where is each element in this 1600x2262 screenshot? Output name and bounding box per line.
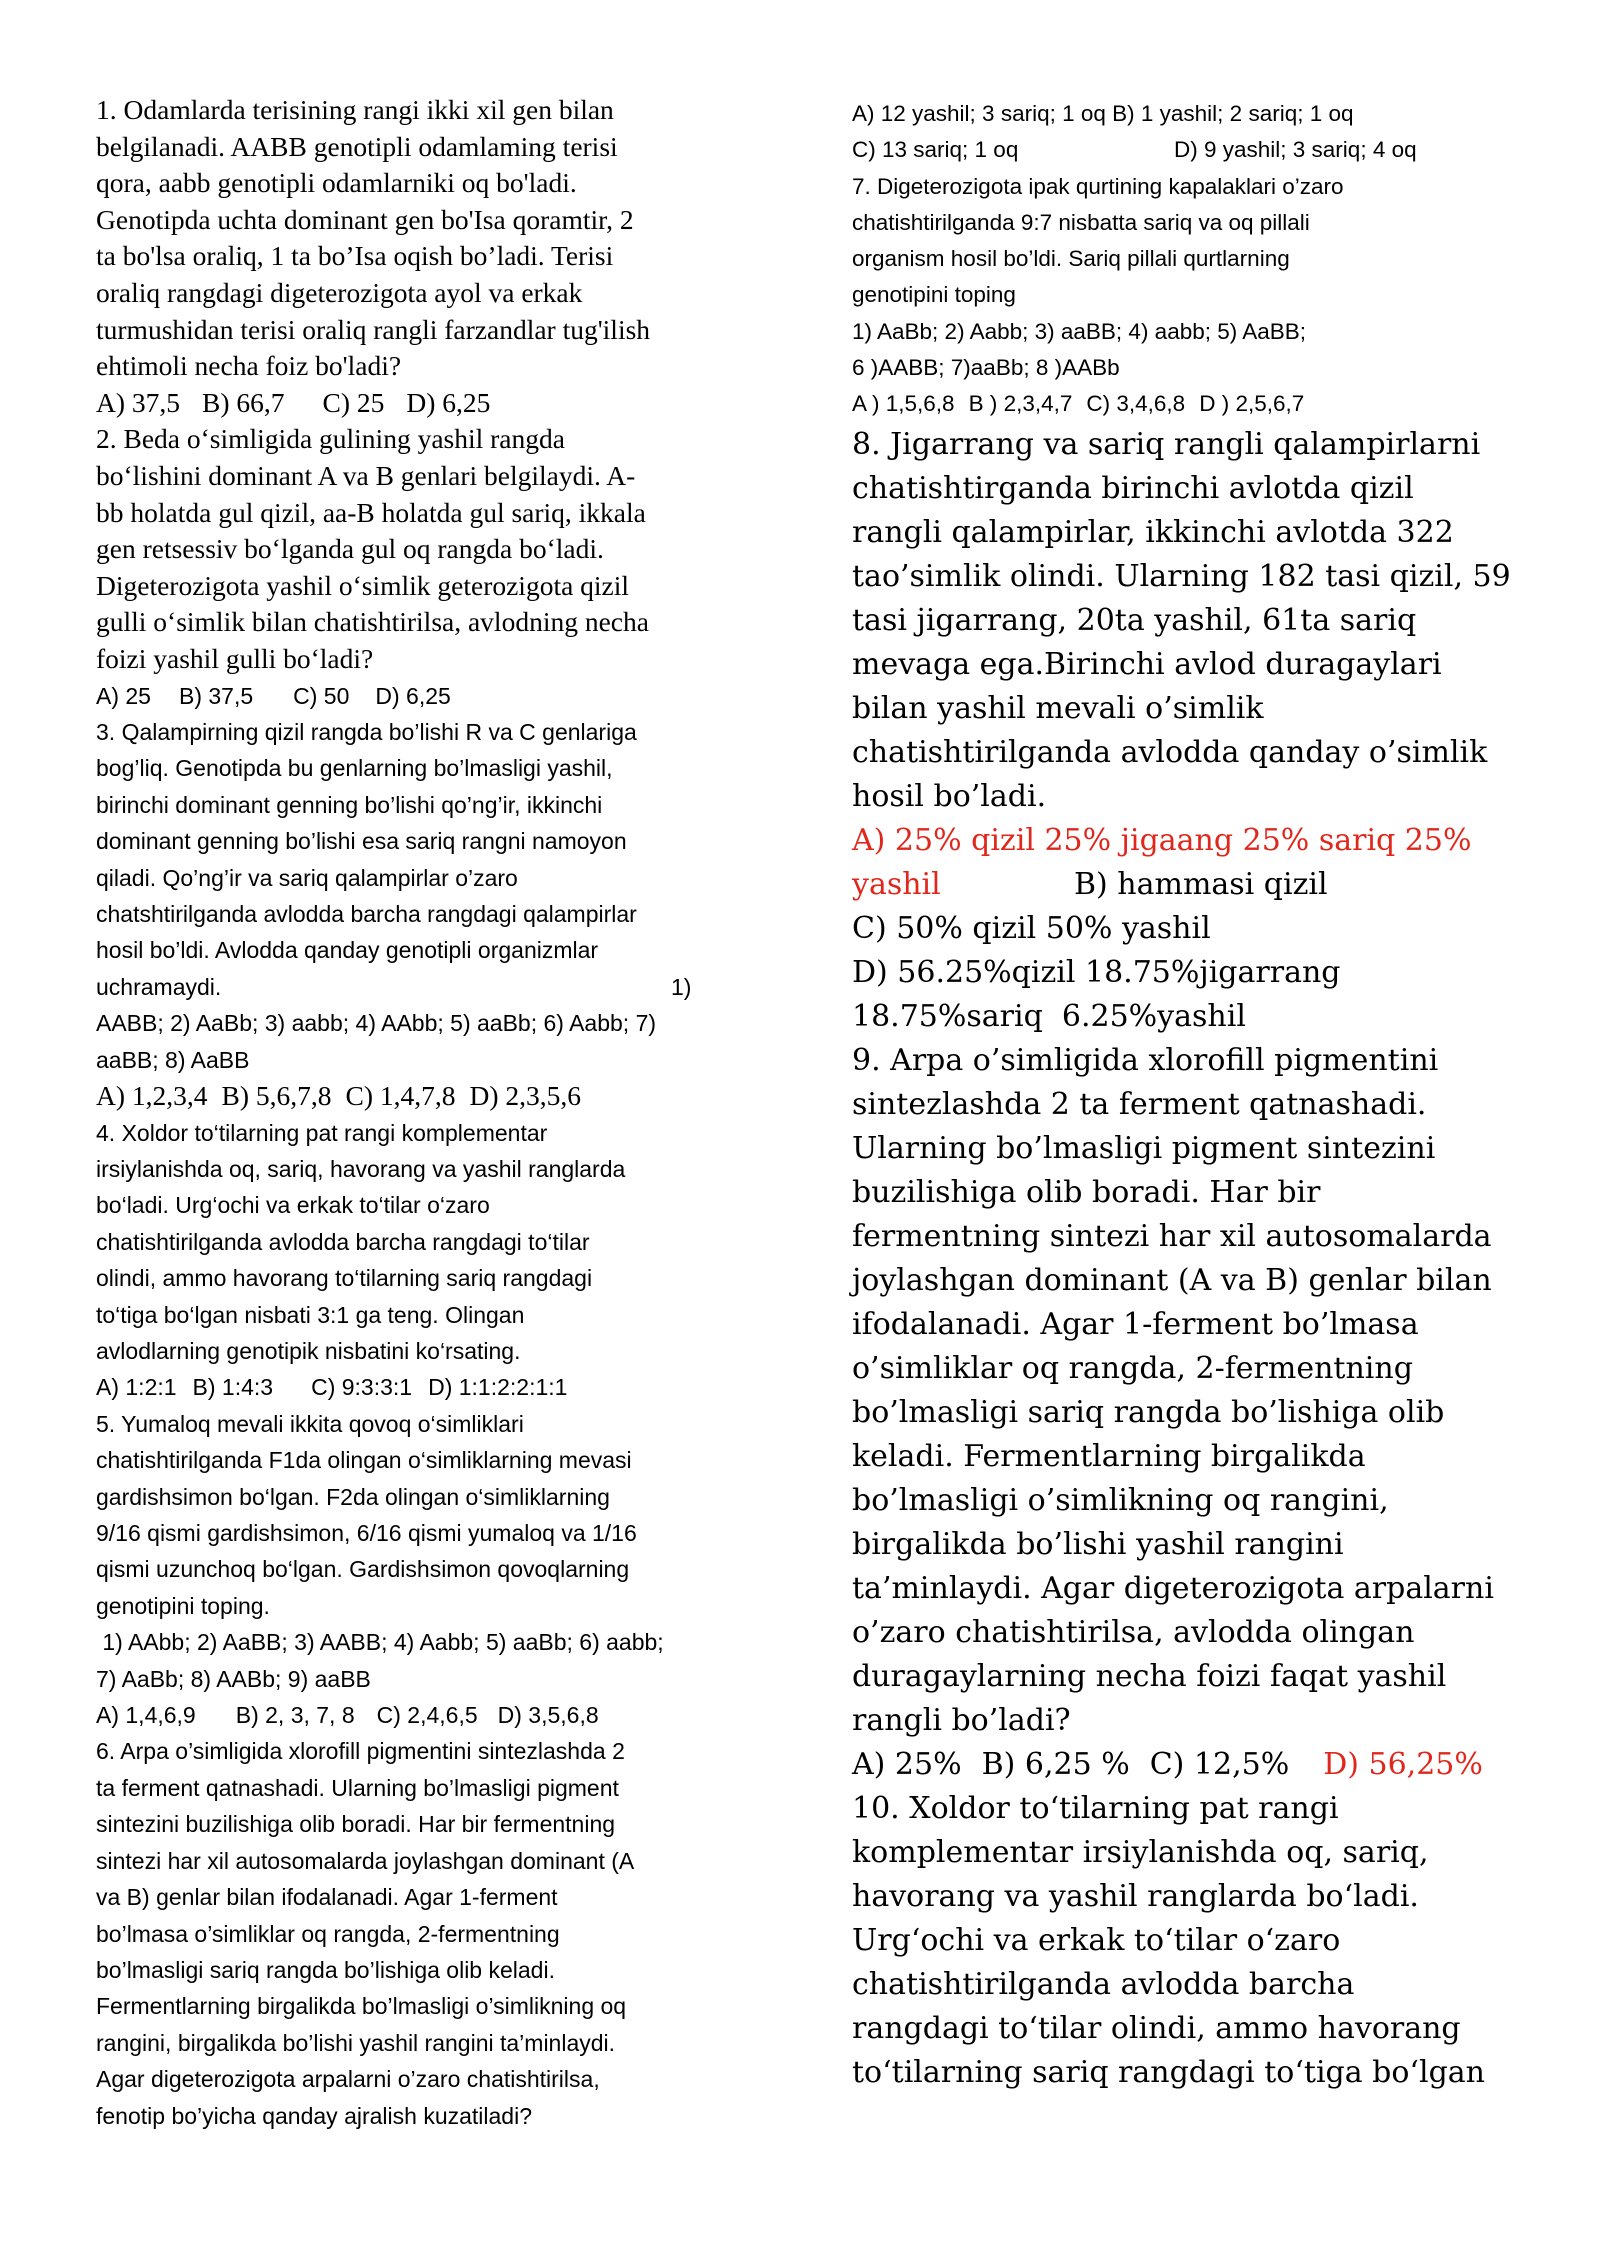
q4-answer-c: C) 9:3:3:1	[311, 1374, 413, 1401]
question-9	[852, 1039, 1520, 1787]
q3-line: bog’liq. Genotipda bu genlarning bo’lmasligi yashil,	[96, 755, 613, 782]
q2-line: foizi yashil gulli bo‘ladi?	[96, 642, 374, 674]
q9-answer-c: C) 12,5%	[1149, 1746, 1290, 1782]
q3-line: qiladi. Qo’ng’ir va sariq qalampirlar o’zaro	[96, 864, 518, 891]
question-5	[96, 1406, 768, 1734]
q2-answer-a: A) 25	[96, 682, 151, 709]
q5-answer-d: D) 3,5,6,8	[497, 1702, 599, 1729]
q3-line: hosil bo’ldi. Avlodda qanday genotipli organizmlar	[96, 937, 599, 964]
q7-line: 1) AaBb; 2) Aabb; 3) aaBB; 4) aabb; 5) AaBB;	[852, 318, 1307, 344]
question-7	[852, 169, 1520, 423]
q2-answer-b: B) 37,5	[178, 682, 254, 709]
q8-line: tasi jigarrang, 20ta yashil, 61ta sariq	[852, 602, 1417, 638]
q4-line: chatishtirilganda avlodda barcha rangdagi to‘tilar	[96, 1228, 590, 1255]
q2-line: bo‘lishini dominant A va B genlari belgilaydi. A-	[96, 459, 636, 491]
question-8	[852, 423, 1520, 1039]
q3-answer-b: B) 5,6,7,8	[221, 1079, 332, 1111]
q3-options-line: aaBB; 8) AaBB	[96, 1046, 250, 1073]
right-column	[852, 96, 1520, 2095]
q6-line: va B) genlar bilan ifodalanadi. Agar 1-ferment	[96, 1884, 558, 1911]
q5-line: qismi uzunchoq bo‘lgan. Gardishsimon qovoqlarning	[96, 1556, 630, 1583]
q3-answer-a: A) 1,2,3,4	[96, 1079, 208, 1111]
q9-line: joylashgan dominant (A va B) genlar bilan	[852, 1262, 1492, 1298]
q8-answer-b: B) hammasi qizil	[1074, 866, 1328, 902]
question-4	[96, 1115, 768, 1406]
q9-line: o’simliklar oq rangda, 2-fermentning	[852, 1350, 1413, 1386]
q7-line: 7. Digeterozigota ipak qurtining kapalaklari o’zaro	[852, 173, 1344, 199]
q8-line: chatishtirganda birinchi avlotda qizil	[852, 470, 1414, 506]
q1-line: ta bo'lsa oraliq, 1 ta bo’Isa oqish bo’ladi. Terisi	[96, 240, 614, 272]
q8-answer-a-line2: yashil	[852, 866, 941, 902]
q8-line: bilan yashil mevali o’simlik	[852, 690, 1264, 726]
q8-line: chatishtirilganda avlodda qanday o’simlik	[852, 734, 1488, 770]
q9-line: bo’lmasligi o’simlikning oq rangini,	[852, 1482, 1389, 1518]
q4-answer-b: B) 1:4:3	[192, 1374, 274, 1401]
question-2	[96, 421, 768, 714]
q6-line: bo’lmasligi sariq rangda bo’lishiga olib keladi.	[96, 1956, 555, 1983]
q6-line: bo’lmasa o’simliklar oq rangda, 2-fermentning	[96, 1920, 560, 1947]
q1-answer-d: D) 6,25	[406, 386, 491, 418]
q9-line: birgalikda bo’lishi yashil rangini	[852, 1526, 1344, 1562]
q1-answers	[96, 385, 768, 422]
q1-line: qora, aabb genotipli odamlarniki oq bo'ladi.	[96, 167, 577, 199]
q5-line: 9/16 qismi gardishsimon, 6/16 qismi yumaloq va 1/16	[96, 1520, 637, 1547]
q9-line: Ularning bo’lmasligi pigment sintezini	[852, 1130, 1436, 1166]
q5-line: chatishtirilganda F1da olingan o‘simliklarning mevasi	[96, 1447, 632, 1474]
q9-line: buzilishiga olib boradi. Har bir	[852, 1174, 1321, 1210]
q9-line: bo’lmasligi sariq rangda bo’lishiga olib	[852, 1394, 1445, 1430]
q2-answer-d: D) 6,25	[375, 682, 451, 709]
q5-answer-c: C) 2,4,6,5	[376, 1702, 478, 1729]
question-10	[852, 1787, 1520, 2095]
q6-line: sintezini buzilishiga olib boradi. Har bir fermentning	[96, 1811, 616, 1838]
q2-answer-c: C) 50	[293, 682, 350, 709]
q6-line: ta ferment qatnashadi. Ularning bo’lmasligi pigment	[96, 1774, 619, 1801]
q5-line: gardishsimon bo‘lgan. F2da olingan o‘simliklarning	[96, 1483, 610, 1510]
q4-line: olindi, ammo havorang to‘tilarning sariq rangdagi	[96, 1265, 593, 1292]
question-6	[96, 1733, 768, 2133]
q8-answer-d-line2: 18.75%sariq 6.25%yashil	[852, 998, 1246, 1034]
q8-answer-row	[852, 863, 1520, 907]
question-1	[96, 92, 768, 421]
q8-line: mevaga ega.Birinchi avlod duragaylari	[852, 646, 1442, 682]
q9-answers	[852, 1743, 1520, 1787]
q5-line: genotipini toping.	[96, 1592, 270, 1619]
q9-line: 9. Arpa o’simligida xlorofill pigmentini	[852, 1042, 1439, 1078]
q6-line: Agar digeterozigota arpalarni o’zaro chatishtirilsa,	[96, 2066, 600, 2093]
q9-line: rangli bo’ladi?	[852, 1702, 1071, 1738]
q7-line: 6 )AABB; 7)aaBb; 8 )AABb	[852, 355, 1120, 381]
q9-answer-b: B) 6,25 %	[981, 1746, 1130, 1782]
q8-answer-c: C) 50% qizil 50% yashil	[852, 910, 1211, 946]
left-column	[96, 92, 768, 2134]
q2-line: gulli o‘simlik bilan chatishtirilsa, avlodning necha	[96, 606, 649, 638]
q8-line: hosil bo’ladi.	[852, 778, 1047, 814]
q7-answers	[852, 386, 1520, 422]
q1-line: belgilanadi. AABB genotipli odamlaming terisi	[96, 130, 618, 162]
question-3	[96, 714, 768, 1115]
q10-line: to‘tilarning sariq rangdagi to‘tiga bo‘lgan	[852, 2054, 1485, 2090]
q1-line: turmushidan terisi oraliq rangli farzandlar tug'ilish	[96, 313, 651, 345]
q1-answer-b: B) 66,7	[202, 386, 285, 418]
q7-line: organism hosil bo’ldi. Sariq pillali qurtlarning	[852, 246, 1290, 272]
q10-line: Urg‘ochi va erkak to‘tilar o‘zaro	[852, 1922, 1341, 1958]
q2-line: gen retsessiv bo‘lganda gul oq rangda bo‘ladi.	[96, 533, 604, 565]
q1-answer-a: A) 37,5	[96, 386, 181, 418]
q1-line: ehtimoli necha foiz bo'ladi?	[96, 350, 402, 382]
q3-line: dominant genning bo’lishi esa sariq rangni namoyon	[96, 828, 627, 855]
q5-answer-b: B) 2, 3, 7, 8	[235, 1702, 355, 1729]
q8-line: rangli qalampirlar, ikkinchi avlotda 322	[852, 514, 1454, 550]
q7-answer-c: C) 3,4,6,8	[1086, 391, 1186, 417]
q9-line: o’zaro chatishtirilsa, avlodda olingan	[852, 1614, 1415, 1650]
q7-answer-b: B ) 2,3,4,7	[968, 391, 1073, 417]
q5-line: 7) AaBb; 8) AABb; 9) aaBB	[96, 1665, 371, 1692]
q1-line: Genotipda uchta dominant gen bo'Isa qoramtir, 2	[96, 203, 634, 235]
q4-line: irsiylanishda oq, sariq, havorang va yashil ranglarda	[96, 1155, 626, 1182]
q3-answer-c: C) 1,4,7,8	[345, 1079, 456, 1111]
q6-answer-d: D) 9 yashil; 3 sariq; 4 oq	[1174, 137, 1417, 163]
q2-line: bb holatda gul qizil, aa-B holatda gul sariq, ikkala	[96, 496, 646, 528]
q6-line: fenotip bo’yicha qanday ajralish kuzatiladi?	[96, 2102, 533, 2129]
q4-answers	[96, 1369, 768, 1405]
q5-line: 1) AAbb; 2) AaBB; 3) AABB; 4) Aabb; 5) aaBb; 6) aabb;	[96, 1629, 664, 1656]
q9-line: sintezlashda 2 ta ferment qatnashadi.	[852, 1086, 1427, 1122]
q3-answer-d: D) 2,3,5,6	[469, 1079, 582, 1111]
q4-line: bo‘ladi. Urg‘ochi va erkak to‘tilar o‘zaro	[96, 1192, 490, 1219]
q3-option-number: 1)	[671, 973, 692, 1000]
question-6-answers	[852, 96, 1520, 169]
q3-line: chatshtirilganda avlodda barcha rangdagi qalampirlar	[96, 900, 637, 927]
q7-answer-d: D ) 2,5,6,7	[1199, 391, 1305, 417]
q9-line: fermentning sintezi har xil autosomalarda	[852, 1218, 1492, 1254]
q8-answer-a-line1: A) 25% qizil 25% jigaang 25% sariq 25%	[852, 822, 1472, 858]
q4-line: avlodlarning genotipik nisbatini ko‘rsating.	[96, 1338, 521, 1364]
q6-line: rangini, birgalikda bo’lishi yashil rangini ta’minlaydi.	[96, 2029, 616, 2056]
q3-last-line-text: uchramaydi.	[96, 973, 222, 1000]
q8-answer-d-line1: D) 56.25%qizil 18.75%jigarrang	[852, 954, 1341, 990]
q6-line: Fermentlarning birgalikda bo’lmasligi o’simlikning oq	[96, 1993, 627, 2020]
q2-answers	[96, 678, 768, 714]
q4-answer-a: A) 1:2:1	[96, 1374, 177, 1401]
q1-line: 1. Odamlarda terisining rangi ikki xil gen bilan	[96, 94, 614, 125]
q3-last-line	[96, 969, 768, 1005]
q3-line: birinchi dominant genning bo’lishi qo’ng’ir, ikkinchi	[96, 791, 603, 818]
q9-answer-a: A) 25%	[852, 1746, 962, 1782]
q2-line: Digeterozigota yashil o‘simlik geterozigota qizil	[96, 569, 630, 601]
q9-line: duragaylarning necha foizi faqat yashil	[852, 1658, 1447, 1694]
q7-line: genotipini toping	[852, 282, 1016, 308]
q6-answers-row1: A) 12 yashil; 3 sariq; 1 oq B) 1 yashil; 2 sariq; 1 oq	[852, 101, 1354, 126]
q9-answer-d: D) 56,25%	[1323, 1746, 1483, 1782]
q9-line: ta’minlaydi. Agar digeterozigota arpalarni	[852, 1570, 1494, 1606]
q5-answers	[96, 1697, 768, 1733]
q10-line: havorang va yashil ranglarda bo‘ladi.	[852, 1878, 1419, 1914]
q5-answer-a: A) 1,4,6,9	[96, 1702, 196, 1729]
q3-options-line: AABB; 2) AaBb; 3) aabb; 4) AAbb; 5) aaBb; 6) Aabb; 7)	[96, 1010, 657, 1037]
q10-line: komplementar irsiylanishda oq, sariq,	[852, 1834, 1429, 1870]
q8-line: 8. Jigarrang va sariq rangli qalampirlarni	[852, 426, 1481, 462]
q10-line: rangdagi to‘tilar olindi, ammo havorang	[852, 2010, 1461, 2046]
q10-line: chatishtirilganda avlodda barcha	[852, 1966, 1355, 2002]
q6-line: 6. Arpa o’simligida xlorofill pigmentini sintezlashda 2	[96, 1738, 625, 1765]
q7-line: chatishtirilganda 9:7 nisbatta sariq va oq pillali	[852, 209, 1310, 235]
q1-line: oraliq rangdagi digeterozigota ayol va erkak	[96, 276, 583, 308]
q10-line: 10. Xoldor to‘tilarning pat rangi	[852, 1790, 1339, 1826]
q9-line: ifodalanadi. Agar 1-ferment bo’lmasa	[852, 1306, 1419, 1342]
q6-answers-row2	[852, 132, 1520, 168]
q3-line: 3. Qalampirning qizil rangda bo’lishi R va C genlariga	[96, 718, 637, 745]
q3-answers	[96, 1078, 768, 1115]
q5-line: 5. Yumaloq mevali ikkita qovoq o‘simliklari	[96, 1410, 524, 1437]
q6-answer-c: C) 13 sariq; 1 oq	[852, 137, 1019, 163]
q6-line: sintezi har xil autosomalarda joylashgan dominant (A	[96, 1847, 635, 1874]
q4-line: 4. Xoldor to‘tilarning pat rangi komplementar	[96, 1119, 548, 1146]
q8-line: tao’simlik olindi. Ularning 182 tasi qizil, 59	[852, 558, 1511, 594]
q4-answer-d: D) 1:1:2:2:1:1	[428, 1374, 568, 1401]
q1-answer-c: C) 25	[322, 386, 385, 418]
q2-line: 2. Beda o‘simligida gulining yashil rangda	[96, 423, 565, 455]
q7-answer-a: A ) 1,5,6,8	[852, 391, 955, 417]
q9-line: keladi. Fermentlarning birgalikda	[852, 1438, 1366, 1474]
q4-line: to‘tiga bo‘lgan nisbati 3:1 ga teng. Olingan	[96, 1301, 525, 1328]
